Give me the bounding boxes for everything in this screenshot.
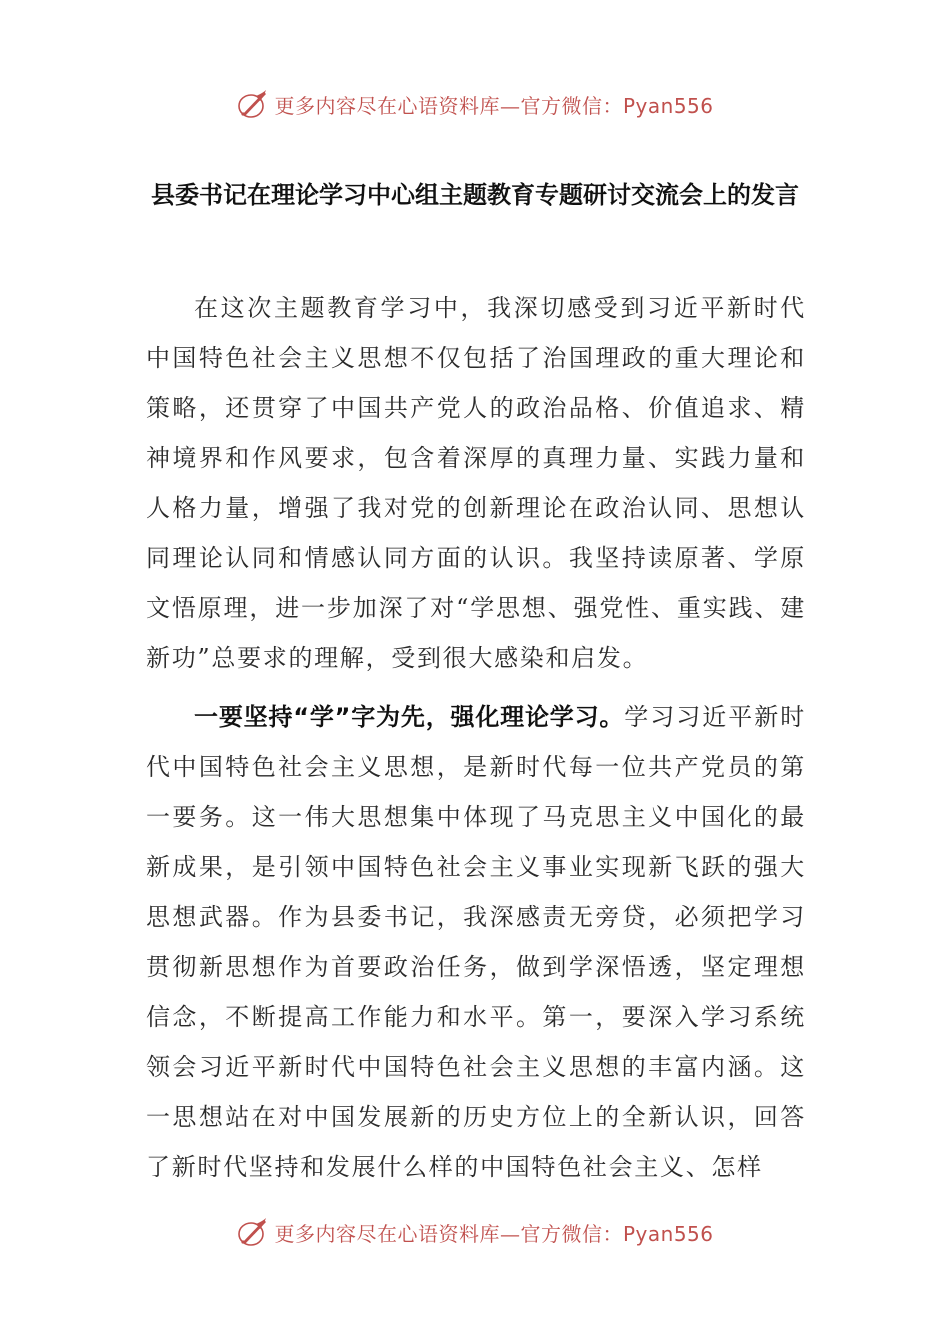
wechat-id: Pyan556 [622,1221,714,1246]
promo-text: 更多内容尽在心语资料库—官方微信：Pyan556 [274,1221,714,1246]
section-heading: 一要坚持“学”字为先，强化理论学习。 [194,703,625,731]
footer-banner [0,1212,950,1252]
section-body: 学习习近平新时代中国特色社会主义思想，是新时代每一位共产党员的第一要务。这一伟大思想集中体现了马克思主义中国化的最新成果，是引领中国特色社会主义事业实现新飞跃的强大思想武器。作为县委书记，我深感责无旁贷，必须把学习贯彻新思想作为首要政治任务，做到学深悟透，坚定理想信念，不断提高工作能力和水平。第一，要深入学习系统领会习近平新时代中国特色社会主义思想的丰富内涵。这一思想站在对中国发展新的历史方位上的全新认识，回答了新时代坚持和发展什么样的中国特色社会主义、怎样 [146,703,807,1181]
header-banner [0,84,950,124]
wechat-id: Pyan556 [622,93,714,118]
quill-pen-icon [236,87,270,121]
paragraph-section-one [146,692,806,1192]
paragraph-intro: 在这次主题教育学习中，我深切感受到习近平新时代中国特色社会主义思想不仅包括了治国理政的重大理论和策略，还贯穿了中国共产党人的政治品格、价值追求、精神境界和作风要求，包含着深厚的真理力量、实践力量和人格力量，增强了我对党的创新理论在政治认同、思想认同理论认同和情感认同方面的认识。我坚持读原著、学原文悟原理，进一步加深了对“学思想、强党性、重实践、建新功”总要求的理解，受到很大感染和启发。 [146,294,806,672]
document-title: 县委书记在理论学习中心组主题教育专题研讨交流会上的发言 [151,181,799,209]
quill-pen-icon [236,1215,270,1249]
promo-text: 更多内容尽在心语资料库—官方微信：Pyan556 [274,93,714,118]
